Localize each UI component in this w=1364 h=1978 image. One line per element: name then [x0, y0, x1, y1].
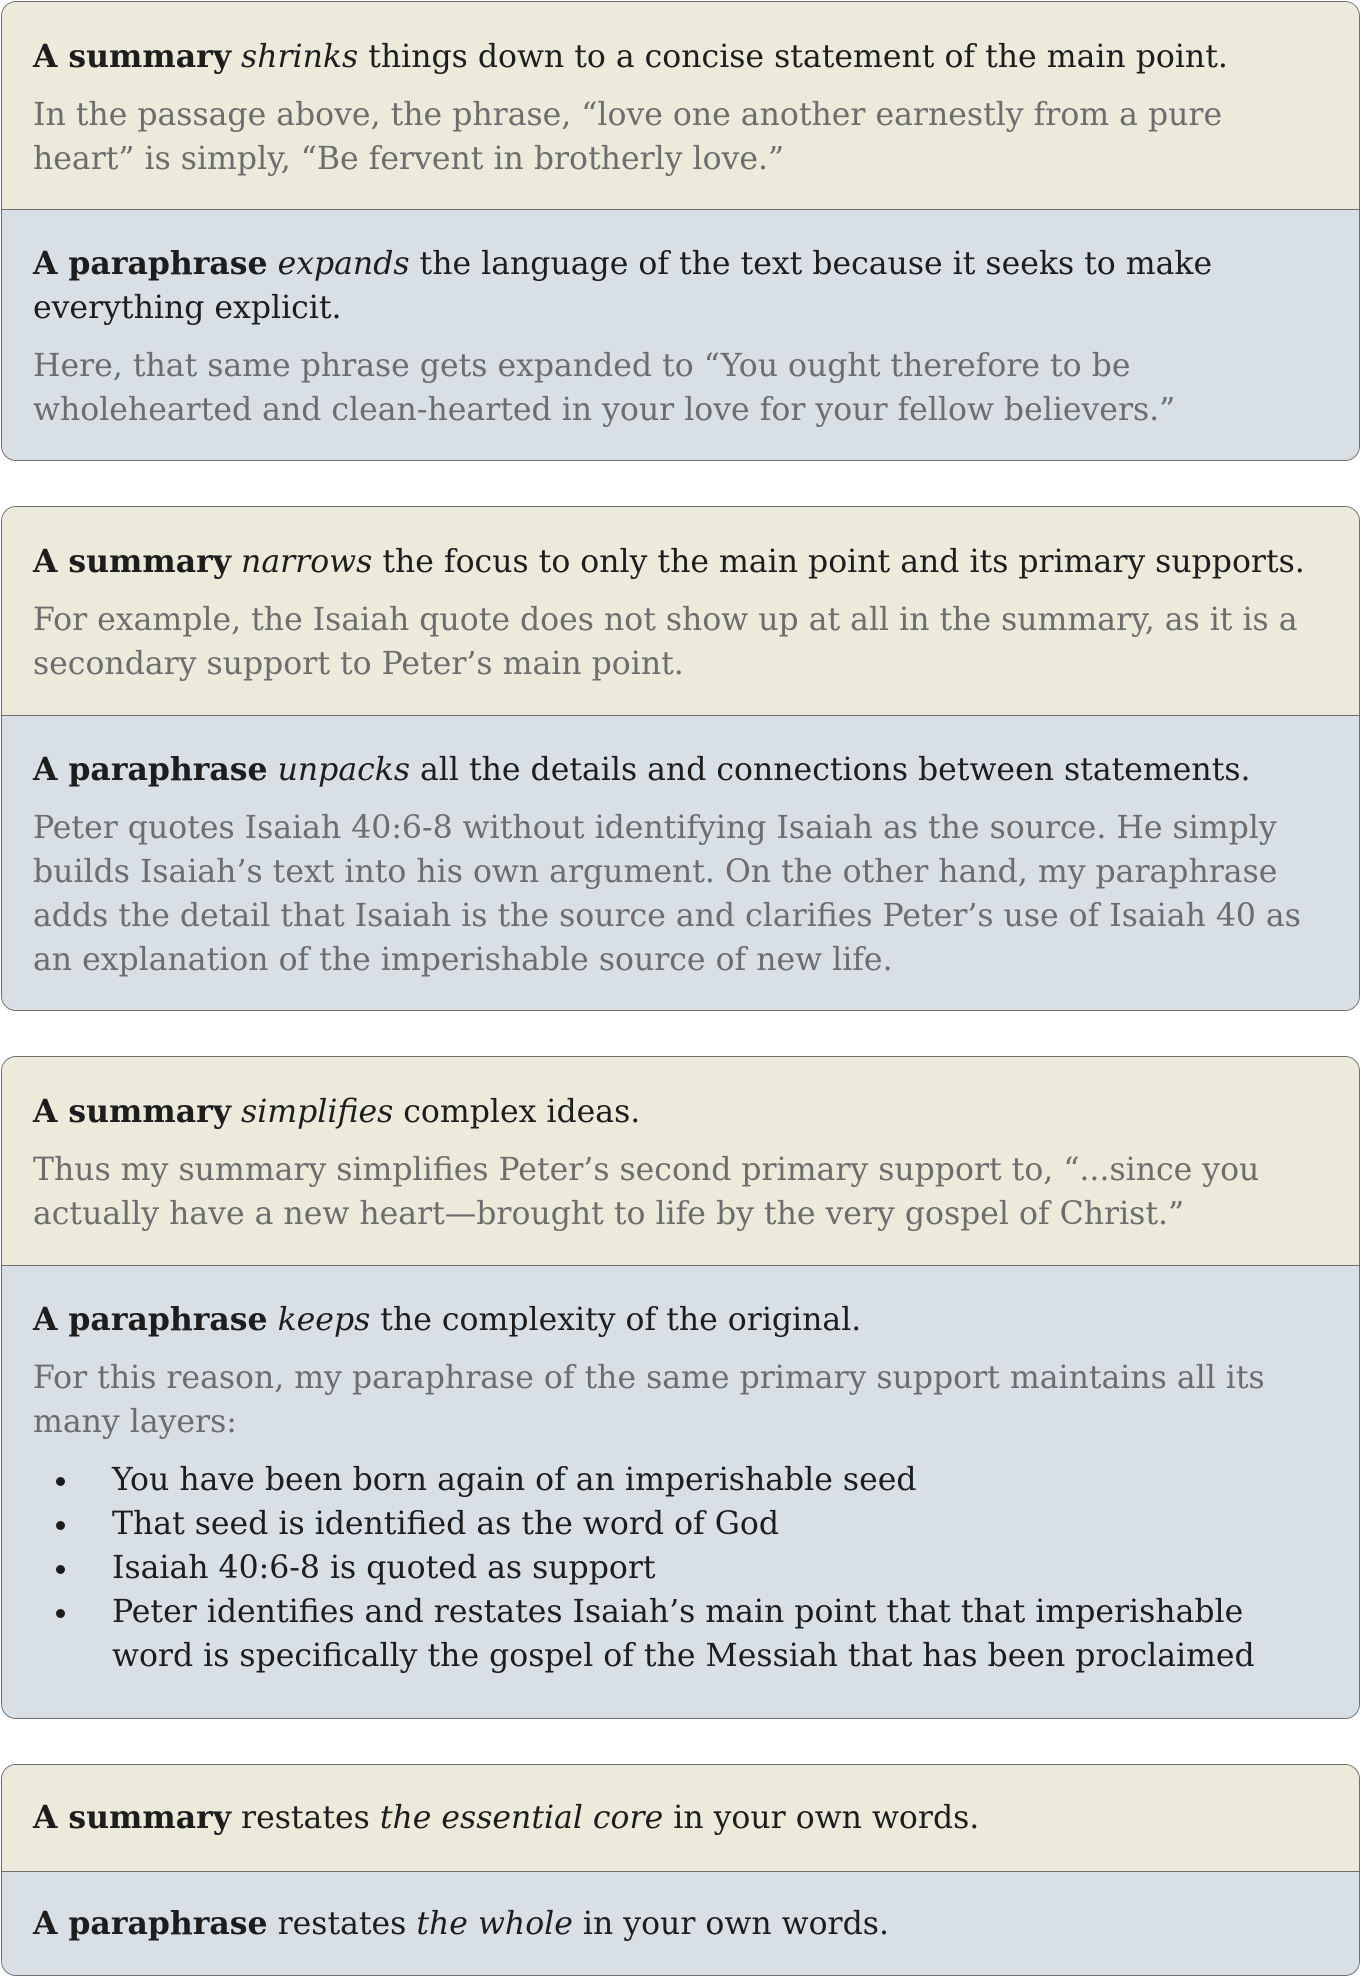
paraphrase-mid: restates — [267, 1906, 417, 1942]
paraphrase-explanation: For this reason, my paraphrase of the same primary support maintains all its many layers: — [33, 1360, 1265, 1440]
paraphrase-section — [2, 209, 1359, 461]
comparison-card-narrows-unpacks — [1, 506, 1360, 1011]
summary-italic: simplifies — [241, 1094, 394, 1130]
summary-section — [2, 1765, 1359, 1871]
summary-bold: A summary — [33, 1799, 232, 1836]
summary-italic: the essential core — [379, 1800, 664, 1836]
paraphrase-explanation: Peter quotes Isaiah 40:6-8 without identifying Isaiah as the source. He simply builds Isaiah’s text into his own argument. On the other hand, my paraphrase adds the detail that Isaiah is the source and clarifies Peter’s use of Isaiah 40 as an explanation of the imperishable source of new life. — [33, 810, 1301, 978]
summary-bold: A summary — [33, 1093, 232, 1130]
paraphrase-bold: A paraphrase — [33, 1905, 268, 1942]
list-item: • Isaiah 40:6-8 is quoted as support — [81, 1546, 1328, 1590]
summary-bold: A summary — [33, 543, 232, 580]
paraphrase-section — [2, 1871, 1359, 1976]
paraphrase-heading — [33, 748, 1328, 792]
summary-explanation: In the passage above, the phrase, “love one another earnestly from a pure heart” is simply, “Be fervent in brotherly love.” — [33, 97, 1223, 177]
comparison-card-core-whole — [1, 1764, 1360, 1976]
comparison-card-simplifies-keeps — [1, 1056, 1360, 1719]
summary-mid: restates — [231, 1800, 380, 1836]
paraphrase-heading — [33, 1902, 1328, 1946]
summary-explanation: For example, the Isaiah quote does not show up at all in the summary, as it is a secondary support to Peter’s main point. — [33, 602, 1298, 682]
summary-rest: in your own words. — [663, 1800, 980, 1836]
summary-rest: things down to a concise statement of the main point. — [358, 39, 1228, 75]
list-item: • You have been born again of an imperishable seed — [81, 1458, 1328, 1502]
paraphrase-section — [2, 1265, 1359, 1719]
paraphrase-heading — [33, 242, 1328, 330]
summary-section — [2, 2, 1359, 209]
paraphrase-bold: A paraphrase — [33, 751, 268, 788]
paraphrase-rest: the complexity of the original. — [370, 1302, 862, 1338]
summary-italic: shrinks — [241, 39, 359, 75]
paraphrase-italic: expands — [277, 246, 410, 282]
list-item: • Peter identifies and restates Isaiah’s main point that that imperishable word is specifically the gospel of the Messiah that has been proclaimed — [81, 1590, 1328, 1678]
summary-bold: A summary — [33, 38, 232, 75]
paraphrase-italic: unpacks — [277, 752, 410, 788]
list-item: • That seed is identified as the word of God — [81, 1502, 1328, 1546]
summary-heading — [33, 35, 1328, 79]
comparison-card-shrinks-expands — [1, 1, 1360, 461]
summary-rest: complex ideas. — [393, 1094, 641, 1130]
paraphrase-italic: the whole — [416, 1906, 573, 1942]
paraphrase-explanation: Here, that same phrase gets expanded to “You ought therefore to be wholehearted and clean-hearted in your love for your fellow believers.” — [33, 348, 1176, 428]
summary-section — [2, 507, 1359, 715]
summary-heading — [33, 1796, 1328, 1840]
summary-section — [2, 1057, 1359, 1265]
summary-heading — [33, 540, 1328, 584]
summary-explanation: Thus my summary simplifies Peter’s second primary support to, “...since you actually have a new heart—brought to life by the very gospel of Christ.” — [33, 1152, 1260, 1232]
paraphrase-bold: A paraphrase — [33, 1301, 268, 1338]
paraphrase-italic: keeps — [277, 1302, 371, 1338]
paraphrase-heading — [33, 1298, 1328, 1342]
summary-italic: narrows — [241, 544, 373, 580]
paraphrase-rest: all the details and connections between statements. — [410, 752, 1251, 788]
paraphrase-bold: A paraphrase — [33, 245, 268, 282]
paraphrase-rest: in your own words. — [572, 1906, 889, 1942]
paraphrase-rest: the language of the text because it seeks to make everything explicit. — [33, 246, 1213, 326]
paraphrase-section — [2, 715, 1359, 1011]
summary-heading — [33, 1090, 1328, 1134]
summary-rest: the focus to only the main point and its primary supports. — [372, 544, 1305, 580]
paraphrase-layers-list — [33, 1458, 1328, 1678]
